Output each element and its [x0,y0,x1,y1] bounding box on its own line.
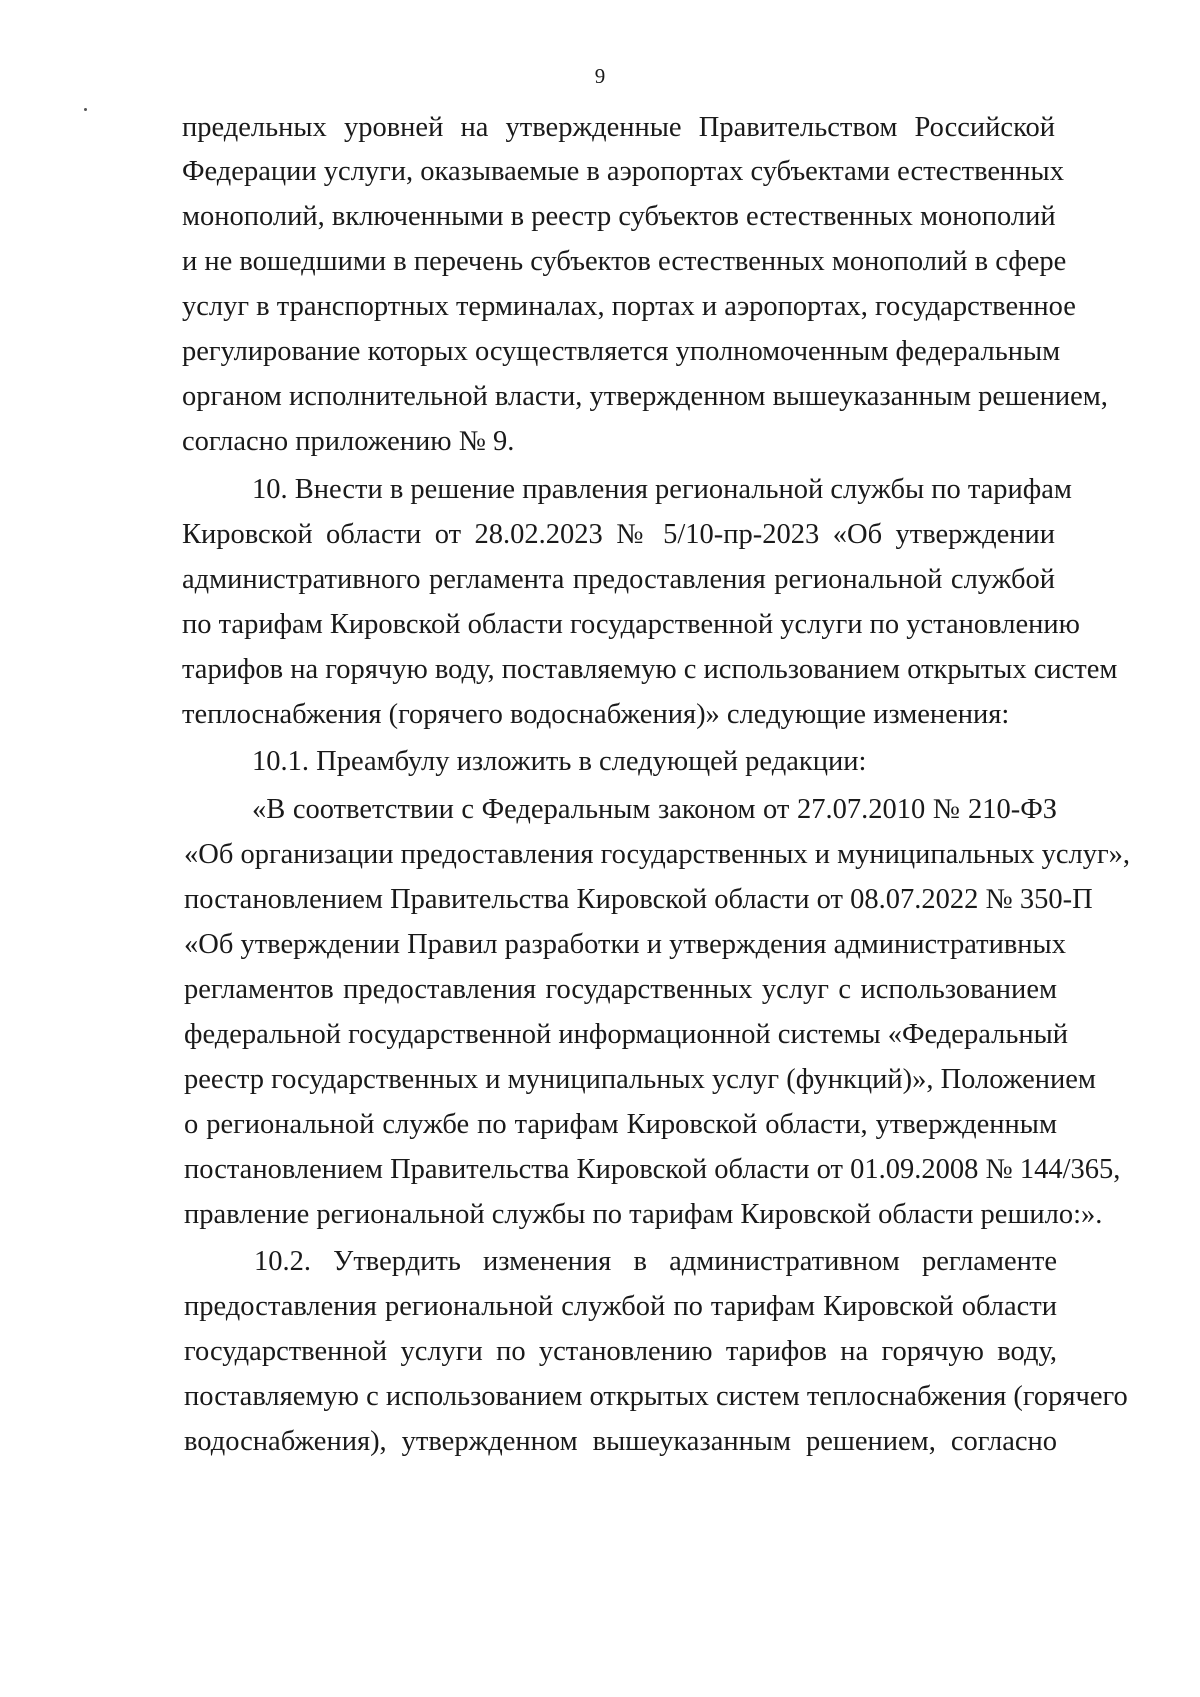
text-line: регламентов предоставления государственных услуг с использованием [184,974,1057,1005]
text-line: правление региональной службы по тарифам Кировской области решило:». [184,1199,1103,1230]
text-line: «В соответствии с Федеральным законом от 27.07.2010 № 210-ФЗ [252,794,1057,825]
text-line: предоставления региональной службой по тарифам Кировской области [184,1291,1057,1322]
text-line: Федерации услуги, оказываемые в аэропортах субъектами естественных [182,156,1064,187]
text-line: административного регламента предоставления региональной службой [182,564,1055,595]
text-line: регулирование которых осуществляется уполномоченным федеральным [182,336,1061,367]
text-line: 10.2. Утвердить изменения в административном регламенте [254,1246,1057,1277]
text-line: «Об утверждении Правил разработки и утверждения административных [184,929,1066,960]
text-line: теплоснабжения (горячего водоснабжения)» следующие изменения: [182,699,1010,730]
text-line: и не вошедшими в перечень субъектов естественных монополий в сфере [182,246,1067,277]
text-line: услуг в транспортных терминалах, портах и аэропортах, государственное [182,291,1076,322]
text-line: органом исполнительной власти, утвержденном вышеуказанным решением, [182,381,1108,412]
text-line: реестр государственных и муниципальных услуг (функций)», Положением [184,1064,1096,1095]
text-line: монополий, включенными в реестр субъектов естественных монополий [182,201,1056,232]
text-line: федеральной государственной информационной системы «Федеральный [184,1019,1068,1050]
text-line: водоснабжения), утвержденном вышеуказанным решением, согласно [184,1426,1057,1457]
text-line: постановлением Правительства Кировской области от 01.09.2008 № 144/365, [184,1154,1121,1185]
text-line: 10. Внести в решение правления региональной службы по тарифам [252,474,1072,505]
text-line: Кировской области от 28.02.2023 № 5/10-пр-2023 «Об утверждении [182,519,1055,550]
text-line: тарифов на горячую воду, поставляемую с использованием открытых систем [182,654,1118,685]
text-line: 10.1. Преамбулу изложить в следующей редакции: [252,746,867,777]
text-line: о региональной службе по тарифам Кировской области, утвержденным [184,1109,1057,1140]
text-line: «Об организации предоставления государственных и муниципальных услуг», [184,839,1131,870]
page-number: 9 [594,64,606,88]
text-line: постановлением Правительства Кировской области от 08.07.2022 № 350-П [184,884,1093,915]
text-line: государственной услуги по установлению тарифов на горячую воду, [184,1336,1057,1367]
text-line: по тарифам Кировской области государственной услуги по установлению [182,609,1080,640]
text-line: предельных уровней на утвержденные Правительством Российской [182,112,1055,143]
text-line: согласно приложению № 9. [182,426,515,457]
text-line: поставляемую с использованием открытых систем теплоснабжения (горячего [184,1381,1128,1412]
scan-speck [84,108,87,111]
